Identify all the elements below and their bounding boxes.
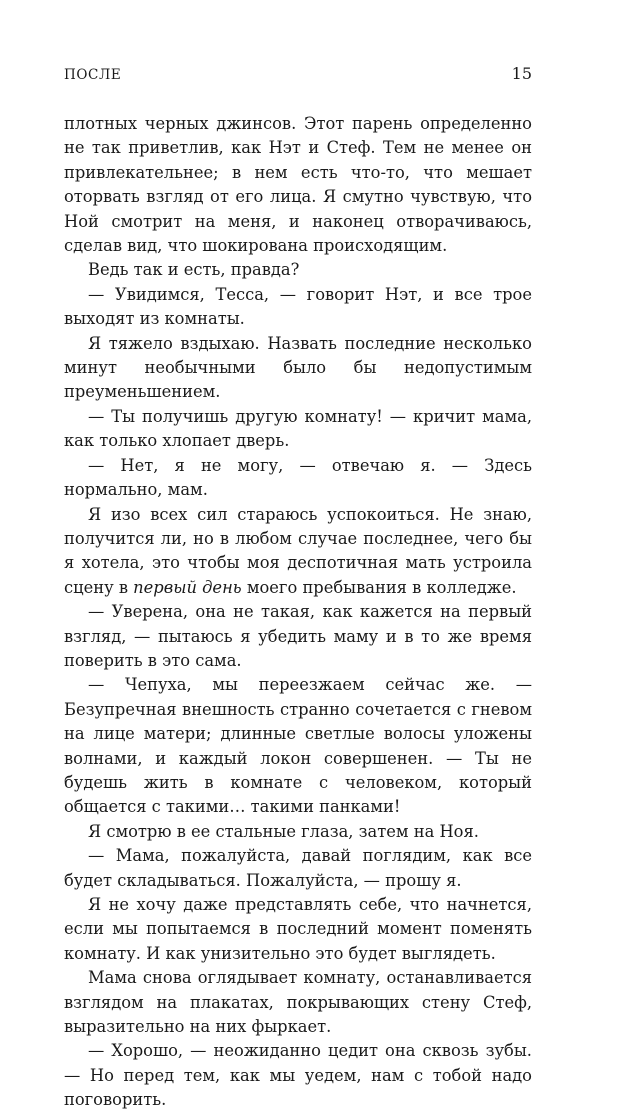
body-text — [64, 112, 532, 1113]
running-title: ПОСЛЕ — [64, 67, 122, 83]
paragraph-text: моего пребывания в колледже. — [241, 577, 517, 597]
paragraph: — Уверена, она не такая, как кажется на первый взгляд, — пытаюсь я убедить маму и в то же время поверить в это сама. — [64, 602, 532, 670]
paragraph: — Чепуха, мы переезжаем сейчас же. — Безупречная внешность странно сочетается с гневом на лице матери; длинные светлые волосы уложены волнами, и каждый локон совершенен. — Ты не будешь жить в комнате с человеком, который общается с такими… такими панками! — [64, 675, 532, 817]
paragraph: — Нет, я не могу, — отвечаю я. — Здесь нормально, мам. — [64, 455, 532, 500]
paragraph: Ведь так и есть, правда? — [88, 260, 300, 280]
paragraph-text: Я изо всех сил стараюсь успокоиться. Не знаю, получится ли, но в любом случае последнее, чего бы я хотела, это чтобы моя деспотичная мать устроила сцену в — [64, 504, 532, 597]
page-number: 15 — [511, 64, 532, 83]
paragraph: Я смотрю в ее стальные глаза, затем на Ноя. — [88, 821, 479, 841]
paragraph: — Увидимся, Тесса, — говорит Нэт, и все трое выходят из комнаты. — [64, 284, 532, 329]
paragraph: Я тяжело вздыхаю. Назвать последние несколько минут необычными было бы недопустимым преуменьшением. — [64, 333, 532, 402]
emphasis-text: первый день — [133, 577, 242, 597]
paragraph: — Ты получишь другую комнату! — кричит мама, как только хлопает дверь. — [64, 406, 532, 451]
paragraph: плотных черных джинсов. Этот парень определенно не так приветлив, как Нэт и Стеф. Тем не менее он привлекательнее; в нем есть что-то, что мешает оторвать взгляд от его лица. Я смутно чувствую, что Ной смотрит на меня, и наконец отворачиваюсь, сделав вид, что шокирована происходящим. — [64, 114, 532, 256]
paragraph: Я не хочу даже представлять себе, что начнется, если мы попытаемся в последний момент поменять комнату. И как унизительно это будет выглядеть. — [64, 895, 532, 963]
paragraph — [64, 503, 532, 601]
paragraph: — Мама, пожалуйста, давай поглядим, как все будет складываться. Пожалуйста, — прошу я. — [64, 846, 532, 890]
paragraph: Мама снова оглядывает комнату, останавливается взглядом на плакатах, покрывающих стену Стеф, выразительно на них фыркает. — [64, 968, 532, 1037]
paragraph: — Хорошо, — неожиданно цедит она сквозь зубы. — Но перед тем, как мы уедем, нам с тобой надо поговорить. — [64, 1041, 532, 1110]
